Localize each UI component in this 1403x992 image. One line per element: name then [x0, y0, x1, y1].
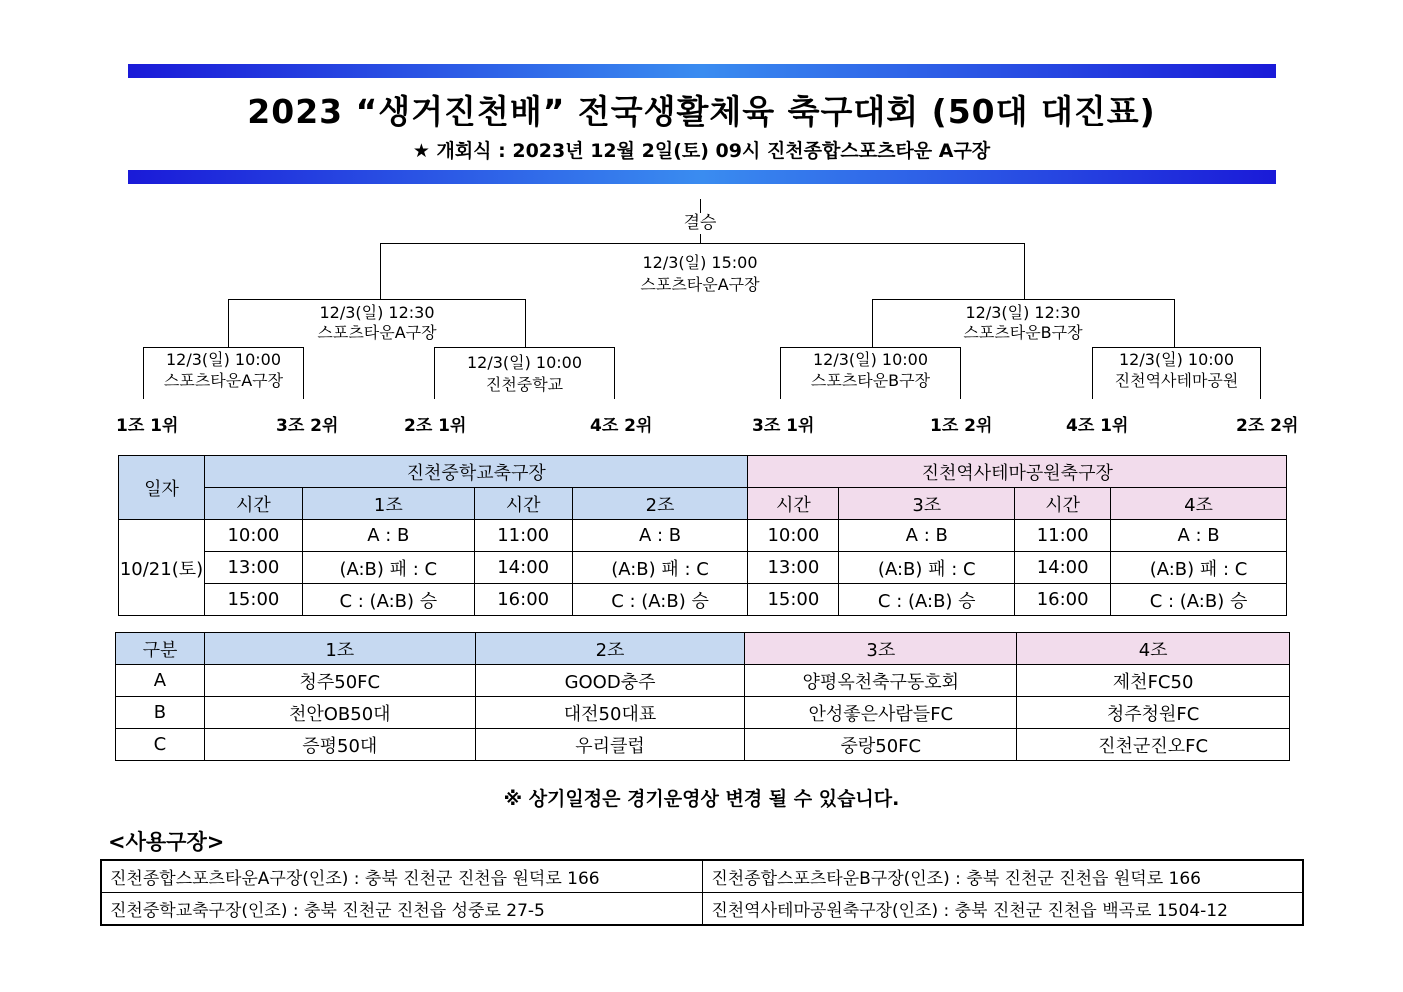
- seed-label: 2조 1위: [404, 416, 467, 436]
- seed-label: 4조 2위: [590, 416, 653, 436]
- qf3-venue: 스포츠타운B구장: [810, 371, 931, 390]
- group-header: 2조: [475, 633, 745, 665]
- match-time: 15:00: [748, 584, 839, 616]
- final-label: 결승: [660, 213, 740, 234]
- qf2-time: 12/3(일) 10:00: [466, 353, 583, 372]
- top-band: [128, 64, 1276, 78]
- bottom-band: [128, 170, 1276, 184]
- time-header: 시간: [204, 488, 302, 520]
- table-row: [116, 697, 1290, 729]
- tournament-bracket: [0, 195, 1403, 440]
- semi-left-time: 12/3(일) 12:30: [319, 303, 435, 322]
- group-header: 3조: [839, 488, 1015, 520]
- match-pair: (A:B) 패 : C: [302, 552, 474, 584]
- final-time: 12/3(일) 15:00: [642, 253, 758, 272]
- match-time: 14:00: [474, 552, 572, 584]
- match-time: 11:00: [1015, 520, 1111, 552]
- group-header: 4조: [1017, 633, 1290, 665]
- seed-label: 4조 1위: [1066, 416, 1129, 436]
- match-time: 16:00: [1015, 584, 1111, 616]
- team-name: 중랑50FC: [745, 729, 1017, 761]
- group-header: 1조: [302, 488, 474, 520]
- match-time: 14:00: [1015, 552, 1111, 584]
- venue2-header: 진천역사테마공원축구장: [748, 456, 1287, 488]
- seed-label: 3조 1위: [752, 416, 815, 436]
- team-name: GOOD충주: [475, 665, 745, 697]
- team-name: 증평50대: [204, 729, 475, 761]
- team-name: 청주청원FC: [1017, 697, 1290, 729]
- page-title: 2023 “생거진천배” 전국생활체육 축구대회 (50대 대진표): [247, 92, 1156, 131]
- match-pair: C : (A:B) 승: [839, 584, 1015, 616]
- semi-right-time: 12/3(일) 12:30: [965, 303, 1081, 322]
- team-name: 대전50대표: [475, 697, 745, 729]
- opening-ceremony-note: ★ 개회식 : 2023년 12월 2일(토) 09시 진천종합스포츠타운 A구장: [412, 140, 991, 162]
- teams-table: [115, 632, 1290, 761]
- table-row: [101, 893, 1303, 926]
- match-pair: A : B: [302, 520, 474, 552]
- match-pair: (A:B) 패 : C: [572, 552, 748, 584]
- match-time: 11:00: [474, 520, 572, 552]
- group-header: 3조: [745, 633, 1017, 665]
- table-row: [101, 860, 1303, 893]
- date-header: 일자: [119, 456, 205, 520]
- table-row: [116, 729, 1290, 761]
- seed-label: 2조 2위: [1236, 416, 1299, 436]
- venue-address: 진천종합스포츠타운A구장(인조) : 충북 진천군 진천읍 원덕로 166: [101, 860, 703, 893]
- venue-address: 진천중학교축구장(인조) : 충북 진천군 진천읍 성중로 27-5: [101, 893, 703, 926]
- final-venue: 스포츠타운A구장: [640, 275, 760, 294]
- division-header: 구분: [116, 633, 205, 665]
- row-label: B: [116, 697, 205, 729]
- schedule-change-note: ※ 상기일정은 경기운영상 변경 될 수 있습니다.: [503, 788, 900, 810]
- semi-right-venue: 스포츠타운B구장: [963, 323, 1083, 342]
- match-time: 13:00: [748, 552, 839, 584]
- qf4-time: 12/3(일) 10:00: [1118, 350, 1235, 369]
- time-header: 시간: [748, 488, 839, 520]
- match-time: 16:00: [474, 584, 572, 616]
- group-header: 1조: [204, 633, 475, 665]
- table-row: [119, 520, 1287, 552]
- seed-label: 3조 2위: [276, 416, 339, 436]
- match-pair: A : B: [839, 520, 1015, 552]
- team-name: 우리클럽: [475, 729, 745, 761]
- team-name: 안성좋은사람들FC: [745, 697, 1017, 729]
- match-pair: (A:B) 패 : C: [839, 552, 1015, 584]
- match-time: 10:00: [204, 520, 302, 552]
- seed-label: 1조 2위: [930, 416, 993, 436]
- qf1-venue: 스포츠타운A구장: [163, 371, 284, 390]
- time-header: 시간: [1015, 488, 1111, 520]
- schedule-table: [118, 455, 1287, 616]
- match-pair: A : B: [1111, 520, 1287, 552]
- row-label: C: [116, 729, 205, 761]
- qf3-time: 12/3(일) 10:00: [812, 350, 929, 369]
- team-name: 진천군진오FC: [1017, 729, 1290, 761]
- match-pair: C : (A:B) 승: [302, 584, 474, 616]
- qf4-venue: 진천역사테마공원: [1114, 371, 1239, 390]
- qf1-time: 12/3(일) 10:00: [165, 350, 282, 369]
- row-label: A: [116, 665, 205, 697]
- venue1-header: 진천중학교축구장: [204, 456, 747, 488]
- match-time: 13:00: [204, 552, 302, 584]
- venue-address: 진천종합스포츠타운B구장(인조) : 충북 진천군 진천읍 원덕로 166: [703, 860, 1303, 893]
- seed-label: 1조 1위: [116, 416, 179, 436]
- team-name: 청주50FC: [204, 665, 475, 697]
- match-pair: (A:B) 패 : C: [1111, 552, 1287, 584]
- match-time: 15:00: [204, 584, 302, 616]
- team-name: 양평옥천축구동호회: [745, 665, 1017, 697]
- table-row: [116, 665, 1290, 697]
- venues-table: [100, 859, 1304, 926]
- group-header: 2조: [572, 488, 748, 520]
- table-row: [119, 584, 1287, 616]
- match-pair: A : B: [572, 520, 748, 552]
- match-time: 10:00: [748, 520, 839, 552]
- venue-address: 진천역사테마공원축구장(인조) : 충북 진천군 진천읍 백곡로 1504-12: [703, 893, 1303, 926]
- time-header: 시간: [474, 488, 572, 520]
- match-pair: C : (A:B) 승: [1111, 584, 1287, 616]
- team-name: 제천FC50: [1017, 665, 1290, 697]
- group-header: 4조: [1111, 488, 1287, 520]
- venues-title: <사용구장>: [108, 830, 225, 854]
- table-row: [119, 552, 1287, 584]
- match-pair: C : (A:B) 승: [572, 584, 748, 616]
- qf2-venue: 진천중학교: [485, 375, 564, 394]
- semi-left-venue: 스포츠타운A구장: [317, 323, 437, 342]
- team-name: 천안OB50대: [204, 697, 475, 729]
- match-date: 10/21(토): [119, 520, 205, 616]
